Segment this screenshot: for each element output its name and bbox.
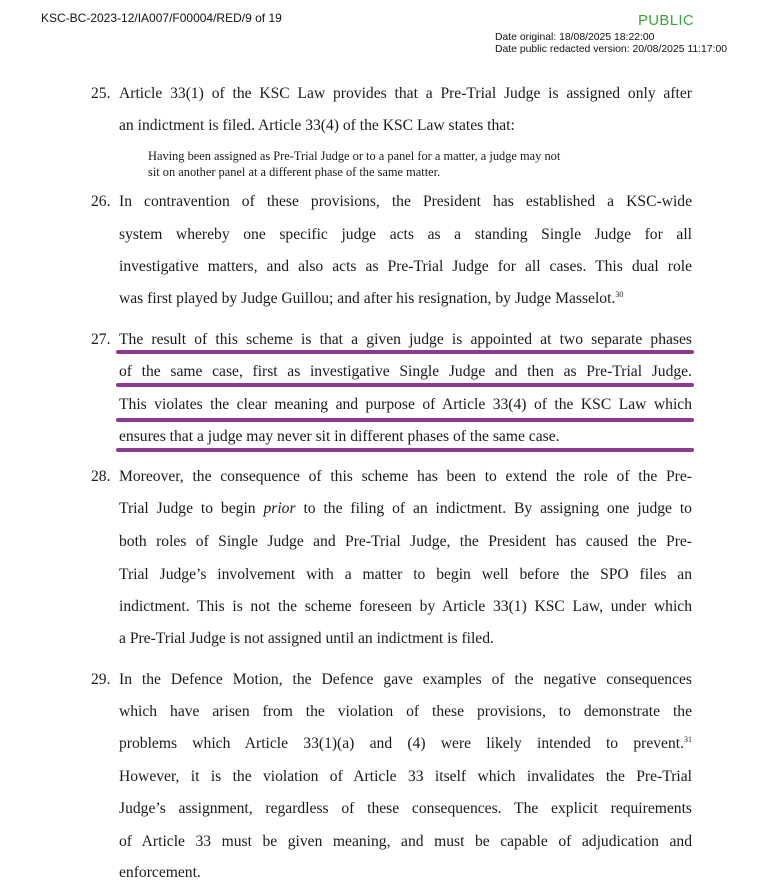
document-reference: KSC-BC-2023-12/IA007/F00004/RED/9 of 19 [41, 11, 282, 25]
highlight-underline [116, 350, 694, 354]
document-dates [495, 32, 727, 56]
paragraph-line: which have arisen from the violation of these provisions, to demonstrate the [119, 703, 692, 720]
emphasis-text: prior [263, 500, 296, 517]
footnote-marker[interactable]: 31 [684, 735, 692, 744]
paragraph-line: Judge’s assignment, regardless of these consequences. The explicit requirements [119, 800, 692, 817]
highlight-underline [116, 418, 694, 422]
highlight-underline [116, 383, 694, 387]
date-public-redacted: Date public redacted version: 20/08/2025 11:17:00 [495, 44, 728, 55]
paragraph-line: Article 33(1) of the KSC Law provides that a Pre-Trial Judge is assigned only after [119, 85, 692, 102]
paragraph-line [119, 735, 692, 753]
paragraph-line: This violates the clear meaning and purpose of Article 33(4) of the KSC Law which [119, 396, 692, 413]
classification-label: PUBLIC [638, 12, 694, 29]
block-quote-line: sit on another panel at a different phase of the same matter. [148, 165, 441, 179]
paragraph-number: 28. [91, 468, 111, 485]
paragraph-number: 25. [91, 85, 111, 102]
paragraph-line: The result of this scheme is that a given judge is appointed at two separate phases [119, 331, 692, 348]
paragraph-text: was first played by Judge Guillou; and after his resignation, by Judge Masselot. [119, 290, 616, 307]
highlight-underline [116, 448, 694, 452]
paragraph-line: However, it is the violation of Article 33 itself which invalidates the Pre-Trial [119, 768, 692, 785]
paragraph-line: indictment. This is not the scheme foreseen by Article 33(1) KSC Law, under which [119, 598, 692, 615]
paragraph-number: 27. [91, 331, 111, 348]
paragraph-number: 29. [91, 671, 111, 688]
paragraph-text: Trial Judge to begin [119, 500, 256, 517]
paragraph-line: system whereby one specific judge acts as a standing Single Judge for all [119, 226, 692, 243]
paragraph-line: ensures that a judge may never sit in different phases of the same case. [119, 428, 560, 445]
paragraph-line: Trial Judge’s involvement with a matter to begin well before the SPO files an [119, 566, 692, 583]
paragraph-text: to the filing of an indictment. By assigning one judge to [303, 500, 692, 517]
paragraph-line: enforcement. [119, 864, 201, 881]
paragraph-line: In the Defence Motion, the Defence gave examples of the negative consequences [119, 671, 692, 688]
paragraph-line: Moreover, the consequence of this scheme has been to extend the role of the Pre- [119, 468, 692, 485]
paragraph-line [119, 290, 692, 308]
paragraph-line: of the same case, first as investigative Single Judge and then as Pre-Trial Judge. [119, 363, 692, 380]
paragraph-line: both roles of Single Judge and Pre-Trial Judge, the President has caused the Pre- [119, 533, 692, 550]
paragraph-line: In contravention of these provisions, the President has established a KSC-wide [119, 193, 692, 210]
paragraph-line: an indictment is filed. Article 33(4) of the KSC Law states that: [119, 117, 515, 134]
paragraph-line [119, 500, 692, 518]
paragraph-number: 26. [91, 193, 111, 210]
paragraph-line: of Article 33 must be given meaning, and must be capable of adjudication and [119, 833, 692, 850]
footnote-marker[interactable]: 30 [615, 290, 624, 299]
block-quote-line: Having been assigned as Pre-Trial Judge or to a panel for a matter, a judge may not [148, 149, 561, 163]
paragraph-line: investigative matters, and also acts as Pre-Trial Judge for all cases. This dual role [119, 258, 692, 275]
paragraph-line: a Pre-Trial Judge is not assigned until an indictment is filed. [119, 630, 494, 647]
paragraph-text: problems which Article 33(1)(a) and (4) were likely intended to prevent. [119, 735, 684, 752]
date-original: Date original: 18/08/2025 18:22:00 [495, 32, 655, 43]
